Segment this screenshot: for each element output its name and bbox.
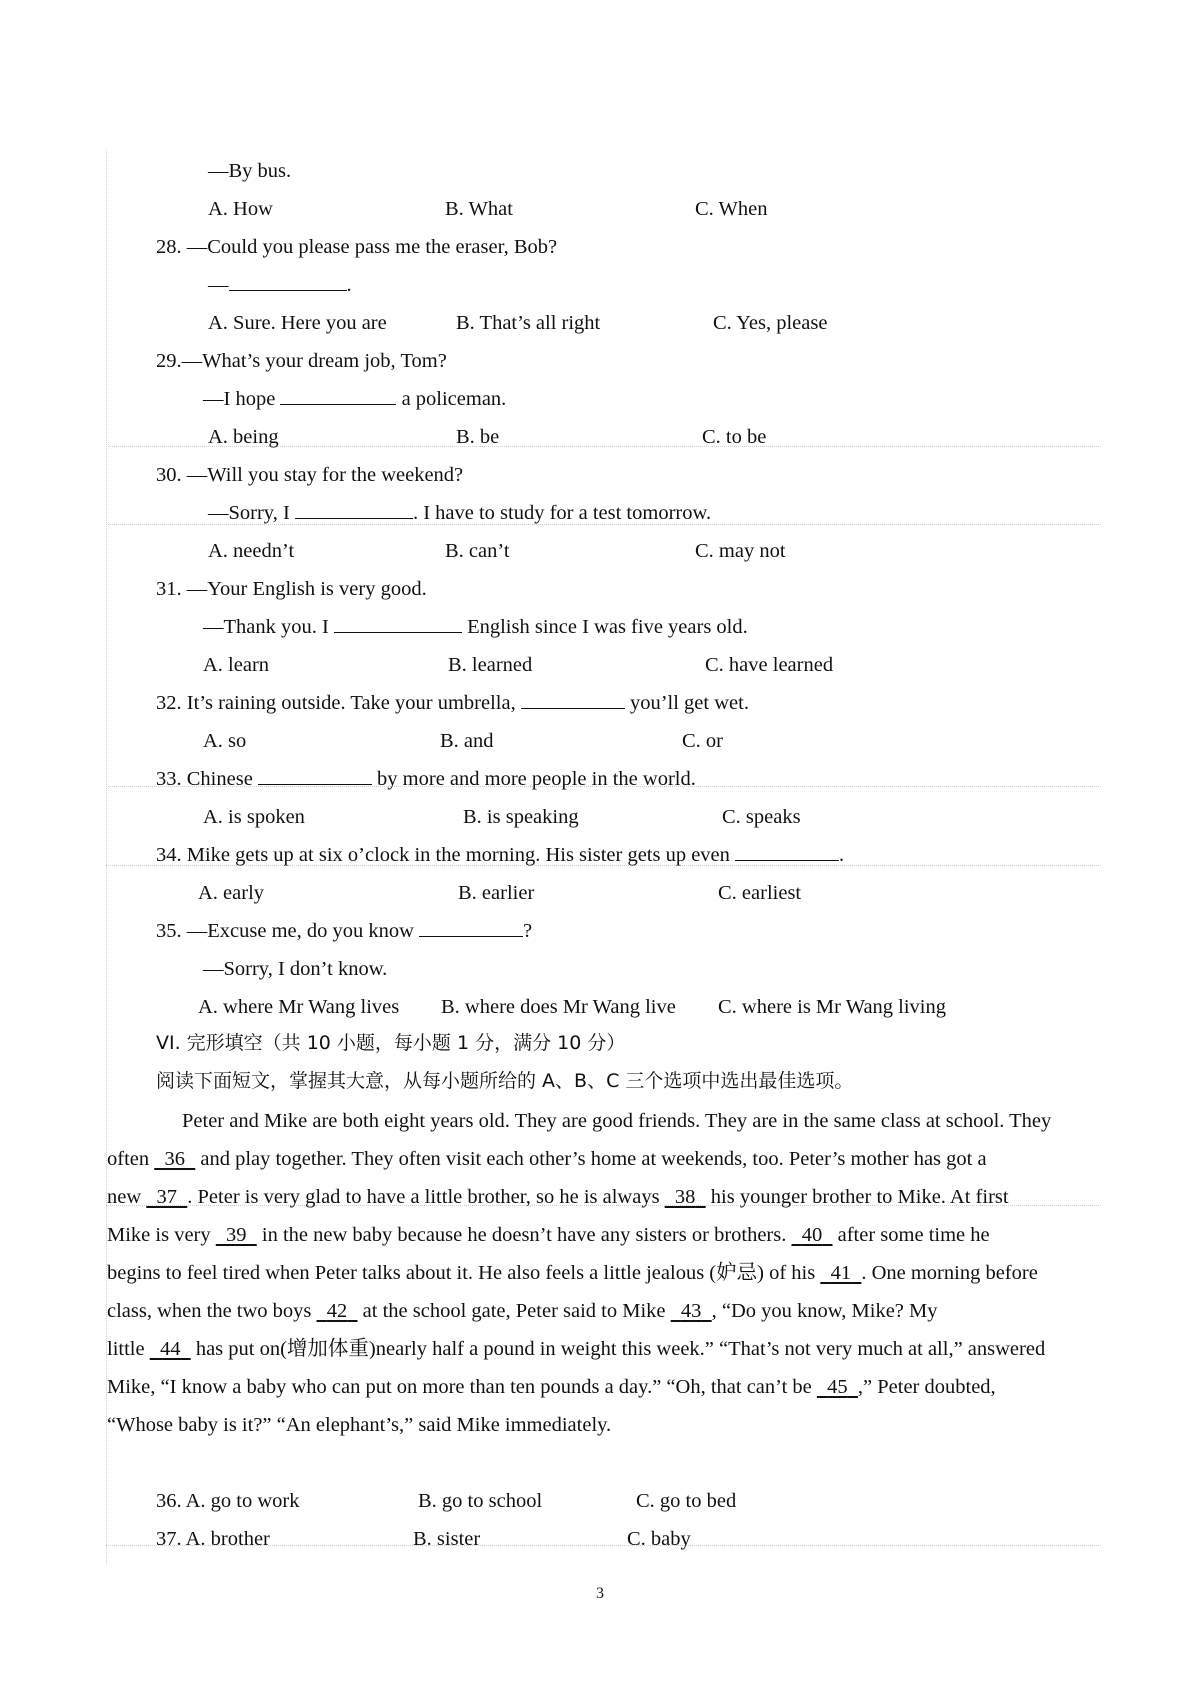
q33-stem [156, 766, 696, 792]
q28-answer-line [208, 272, 352, 298]
passage-line-7 [107, 1336, 1101, 1362]
blank-43[interactable] [671, 1300, 712, 1322]
blank-38-number: 38 [674, 1186, 696, 1208]
q29-option-b[interactable]: B. be [456, 426, 500, 448]
blank-39-number: 39 [226, 1224, 247, 1246]
q29-answer-before: —I hope [203, 388, 281, 410]
passage-text: often [107, 1148, 155, 1170]
passage-text: class, when the two boys [107, 1300, 317, 1322]
q31-answer-before: —Thank you. I [203, 616, 334, 638]
q37-option-a[interactable]: 37. A. brother [156, 1528, 270, 1550]
q32-option-b[interactable]: B. and [440, 730, 494, 752]
section-heading: VI. 完形填空（共 10 小题，每小题 1 分，满分 10 分） [156, 1032, 626, 1054]
q31-option-b[interactable]: B. learned [448, 654, 533, 676]
blank-38[interactable] [665, 1186, 706, 1208]
section-instruction: 阅读下面短文，掌握其大意，从每小题所给的 A、B、C 三个选项中选出最佳选项。 [156, 1070, 854, 1092]
q29-answer-after: a policeman. [396, 388, 507, 410]
q32-option-a[interactable]: A. so [203, 730, 247, 752]
q30-answer-before: —Sorry, I [208, 502, 295, 524]
q31-stem: 31. —Your English is very good. [156, 578, 427, 600]
passage-line-3 [107, 1184, 1101, 1210]
q33-stem-after: by more and more people in the world. [371, 768, 696, 790]
q30-answer-after: . I have to study for a test tomorrow. [412, 502, 712, 524]
q33-option-a[interactable]: A. is spoken [203, 806, 305, 828]
passage-line-2 [107, 1146, 1101, 1172]
q27-option-b[interactable]: B. What [445, 198, 513, 220]
q34-stem-after: . [839, 844, 845, 866]
q27-option-c[interactable]: C. When [695, 198, 768, 220]
q32-blank[interactable] [521, 690, 625, 709]
q35-stem-before: 35. —Excuse me, do you know [156, 920, 420, 942]
q28-option-c[interactable]: C. Yes, please [713, 312, 828, 334]
q28-blank[interactable] [229, 272, 347, 291]
q34-option-b[interactable]: B. earlier [458, 882, 535, 904]
q33-blank[interactable] [258, 766, 372, 785]
q28-stem: 28. —Could you please pass me the eraser, Bob? [156, 236, 558, 258]
passage-line-9: “Whose baby is it?” “An elephant’s,” said Mike immediately. [107, 1414, 612, 1436]
passage-text: . One morning before [861, 1262, 1038, 1284]
q27-answer-line: —By bus. [208, 160, 292, 182]
q31-option-a[interactable]: A. learn [203, 654, 270, 676]
q27-option-a[interactable]: A. How [208, 198, 273, 220]
q35-option-a[interactable]: A. where Mr Wang lives [198, 996, 400, 1018]
q35-answer-line: —Sorry, I don’t know. [203, 958, 388, 980]
passage-text: in the new baby because he doesn’t have any sisters or brothers. [256, 1224, 792, 1246]
passage-text: Mike is very [107, 1224, 216, 1246]
q31-option-c[interactable]: C. have learned [705, 654, 834, 676]
page-number: 3 [596, 1585, 604, 1602]
q30-answer-line [208, 500, 711, 526]
q29-stem: 29.—What’s your dream job, Tom? [156, 350, 447, 372]
blank-42-number: 42 [326, 1300, 348, 1322]
q30-stem: 30. —Will you stay for the weekend? [156, 464, 464, 486]
q28-option-a[interactable]: A. Sure. Here you are [208, 312, 387, 334]
blank-40[interactable] [792, 1224, 833, 1246]
blank-40-number: 40 [801, 1224, 823, 1246]
q32-option-c[interactable]: C. or [682, 730, 723, 752]
q30-blank[interactable] [295, 500, 413, 519]
blank-36[interactable] [154, 1148, 195, 1170]
blank-36-number: 36 [164, 1148, 185, 1170]
passage-line-4 [107, 1222, 1101, 1248]
q29-option-a[interactable]: A. being [208, 426, 279, 448]
q37-option-c[interactable]: C. baby [627, 1528, 691, 1550]
q34-stem-before: 34. Mike gets up at six o’clock in the morning. His sister gets up even [156, 844, 736, 866]
passage-text: at the school gate, Peter said to Mike [357, 1300, 671, 1322]
passage-text: and play together. They often visit each other’s home at weekends, too. Peter’s mother has got a [195, 1148, 987, 1170]
q36-option-a[interactable]: 36. A. go to work [156, 1490, 300, 1512]
passage-text: new [107, 1186, 147, 1208]
q36-option-c[interactable]: C. go to bed [636, 1490, 737, 1512]
passage-text: , “Do you know, Mike? My [711, 1300, 938, 1322]
blank-43-number: 43 [680, 1300, 702, 1322]
q32-stem [156, 690, 749, 716]
passage-line-1: Peter and Mike are both eight years old. They are good friends. They are in the same class at school. They [182, 1110, 1052, 1132]
q30-option-c[interactable]: C. may not [695, 540, 786, 562]
q36-option-b[interactable]: B. go to school [418, 1490, 543, 1512]
passage-text: Mike, “I know a baby who can put on more than ten pounds a day.” “Oh, that can’t be [107, 1376, 817, 1398]
blank-39[interactable] [216, 1224, 257, 1246]
q34-stem [156, 842, 844, 868]
q35-stem [156, 918, 532, 944]
q33-option-b[interactable]: B. is speaking [463, 806, 579, 828]
q31-blank[interactable] [334, 614, 462, 633]
blank-37[interactable] [146, 1186, 187, 1208]
q29-option-c[interactable]: C. to be [702, 426, 767, 448]
blank-42[interactable] [317, 1300, 358, 1322]
q28-period: . [346, 274, 352, 296]
q35-option-b[interactable]: B. where does Mr Wang live [441, 996, 676, 1018]
q29-blank[interactable] [280, 386, 396, 405]
q30-option-a[interactable]: A. needn’t [208, 540, 295, 562]
q37-option-b[interactable]: B. sister [413, 1528, 481, 1550]
q33-option-c[interactable]: C. speaks [722, 806, 801, 828]
passage-text: begins to feel tired when Peter talks about it. He also feels a little jealous (妒忌) of his [107, 1262, 821, 1284]
q35-option-c[interactable]: C. where is Mr Wang living [718, 996, 947, 1018]
passage-line-8 [107, 1374, 1101, 1400]
q31-answer-line [203, 614, 748, 640]
q30-option-b[interactable]: B. can’t [445, 540, 510, 562]
passage-line-6 [107, 1298, 1101, 1324]
passage-text: has put on(增加体重)nearly half a pound in weight this week.” “That’s not very much at all,” answered [190, 1338, 1046, 1360]
blank-45-number: 45 [827, 1376, 848, 1398]
passage-text: after some time he [832, 1224, 990, 1246]
q28-option-b[interactable]: B. That’s all right [456, 312, 601, 334]
blank-44[interactable] [150, 1338, 191, 1360]
passage-text: ,” Peter doubted, [857, 1376, 996, 1398]
q28-dash: — [208, 274, 229, 296]
q35-blank[interactable] [419, 918, 523, 937]
passage-text: his younger brother to Mike. At first [705, 1186, 1009, 1208]
passage-text: . Peter is very glad to have a little brother, so he is always [187, 1186, 665, 1208]
q34-option-a[interactable]: A. early [198, 882, 265, 904]
blank-37-number: 37 [156, 1186, 178, 1208]
q34-option-c[interactable]: C. earliest [718, 882, 802, 904]
q35-stem-after: ? [523, 920, 533, 942]
passage-line-5 [107, 1260, 1101, 1286]
blank-45[interactable] [817, 1376, 858, 1398]
q33-stem-before: 33. Chinese [156, 768, 258, 790]
q32-stem-before: 32. It’s raining outside. Take your umbrella, [156, 692, 521, 714]
passage-text: little [107, 1338, 150, 1360]
blank-41[interactable] [820, 1262, 861, 1284]
q29-answer-line [203, 386, 506, 412]
q34-blank[interactable] [735, 842, 839, 861]
blank-41-number: 41 [830, 1262, 852, 1284]
q31-answer-after: English since I was five years old. [461, 616, 748, 638]
blank-44-number: 44 [159, 1338, 181, 1360]
q32-stem-after: you’ll get wet. [624, 692, 749, 714]
